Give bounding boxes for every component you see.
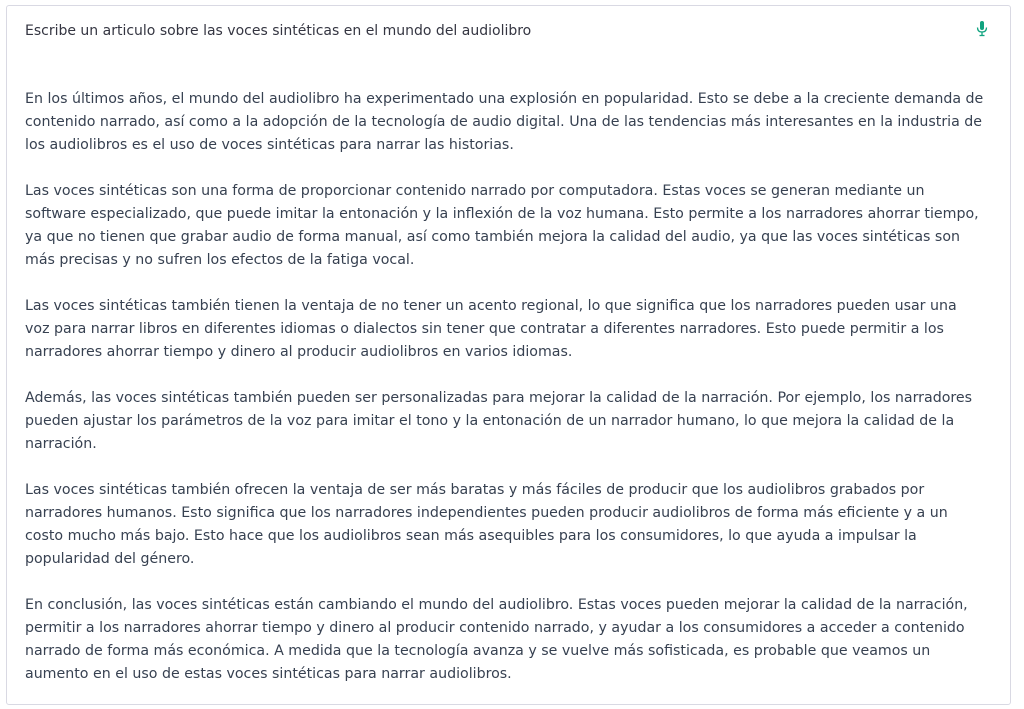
chat-panel [6,5,1011,705]
prompt-row [7,6,1010,58]
response-paragraph: Además, las voces sintéticas también pueden ser personalizadas para mejorar la calidad de la narración. Por ejemplo, los narradores pueden ajustar los parámetros de la voz para imitar el tono y la entonación de un narrador humano, lo que mejora la calidad de la narración. [25,390,973,452]
response-paragraph: Las voces sintéticas son una forma de proporcionar contenido narrado por computadora. Estas voces se generan mediante un software especializado, que puede imitar la entonación y la inflexión de la voz humana. Esto permite a los narradores ahorrar tiempo, ya que no tienen que grabar audio de forma manual, así como también mejora la calidad del audio, ya que las voces sintéticas son más precisas y no sufren los efectos de la fatiga vocal. [25,183,979,268]
prompt-input[interactable]: Escribe un articulo sobre las voces sintéticas en el mundo del audiolibro [25,23,532,39]
response-paragraph: En conclusión, las voces sintéticas están cambiando el mundo del audiolibro. Estas voces pueden mejorar la calidad de la narración, permitir a los narradores ahorrar tiempo y dinero al producir contenido narrado, y ayudar a los consumidores a acceder a contenido narrado de forma más económica. A medida que la tecnología avanza y se vuelve más sofisticada, es probable que veamos un aumento en el uso de estas voces sintéticas para narrar audiolibros. [25,597,968,682]
response-paragraph: En los últimos años, el mundo del audiolibro ha experimentado una explosión en popularidad. Esto se debe a la creciente demanda de contenido narrado, así como a la adopción de la tecnología de audio digital. Una de las tendencias más interesantes en la industria de los audiolibros es el uso de voces sintéticas para narrar las historias. [25,91,984,153]
microphone-icon[interactable] [974,20,990,38]
response-paragraph: Las voces sintéticas también tienen la ventaja de no tener un acento regional, lo que significa que los narradores pueden usar una voz para narrar libros en diferentes idiomas o dialectos sin tener que contratar a diferentes narradores. Esto puede permitir a los narradores ahorrar tiempo y dinero al producir audiolibros en varios idiomas. [25,298,957,360]
response-paragraph: Las voces sintéticas también ofrecen la ventaja de ser más baratas y más fáciles de producir que los audiolibros grabados por narradores humanos. Esto significa que los narradores independientes pueden producir audiolibros de forma más eficiente y a un costo mucho más bajo. Esto hace que los audiolibros sean más asequibles para los consumidores, lo que ayuda a impulsar la popularidad del género. [25,482,948,567]
response-body [25,88,985,709]
